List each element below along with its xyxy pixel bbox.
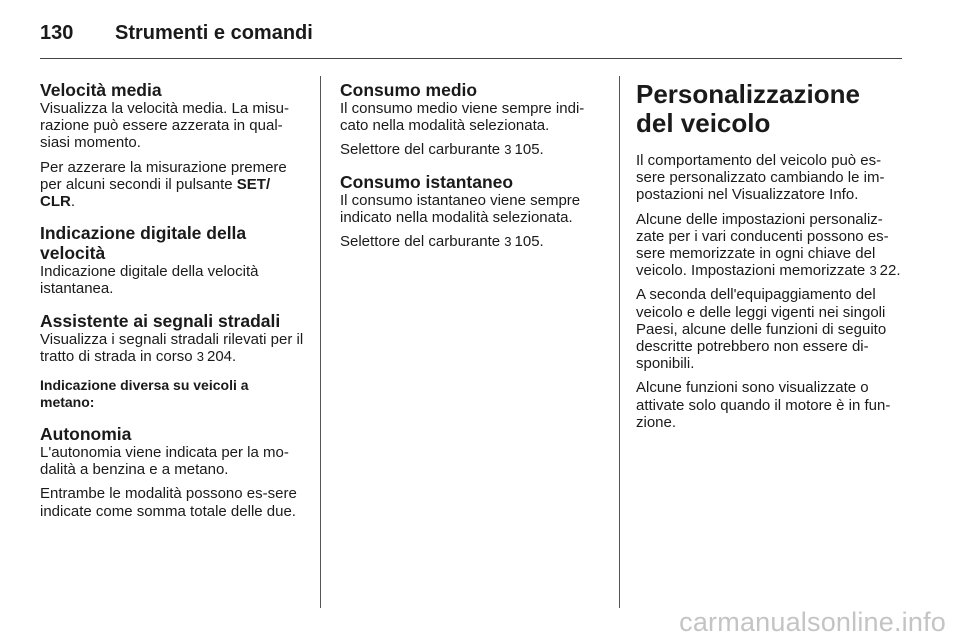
column-2 — [340, 80, 602, 257]
section-title-velocita-media: Velocità media — [40, 80, 162, 100]
paragraph: Entrambe le modalità possono es-sere indicate come somma totale delle due. — [40, 485, 297, 520]
paragraph: Il consumo istantaneo viene sempre indicato nella modalità selezionata. — [340, 191, 581, 226]
section-title-indicazione-digitale: Indicazione digitale della velocità — [40, 223, 247, 264]
page-number: 130 — [40, 22, 74, 44]
paragraph: A seconda dell'equipaggiamento del veicolo e delle leggi vigenti nei singoli Paesi, alcune delle funzioni di seguito descritte potrebbero non essere di-sponibili. — [636, 286, 887, 373]
paragraph — [340, 233, 602, 250]
text: Visualizza i segnali stradali rilevati per il tratto di strada in corso — [40, 330, 304, 365]
paragraph: Alcune funzioni sono visualizzate o attivate solo quando il motore è in fun-zione. — [636, 379, 891, 431]
section-title-autonomia: Autonomia — [40, 424, 132, 445]
watermark: carmanualsonline.info — [679, 607, 946, 637]
column-divider-1 — [320, 76, 321, 608]
page-reference[interactable]: 22. — [879, 262, 901, 280]
text: Alcune delle impostazioni personaliz-zate per i vari conducenti possono es-sere memorizzate in ogni chiave del veicolo. Impostazioni memorizzate — [636, 210, 889, 280]
button-label-set-clr: SET/ CLR — [40, 175, 271, 211]
paragraph: L'autonomia viene indicata per la mo-dalità a benzina e a metano. — [40, 444, 289, 479]
text: Selettore del carburante — [340, 141, 505, 159]
section-title-assistente-segnali: Assistente ai segnali stradali — [40, 310, 281, 331]
paragraph — [340, 141, 602, 158]
page-reference[interactable]: 105. — [514, 233, 544, 251]
header-rule — [40, 58, 902, 59]
paragraph — [40, 159, 304, 211]
page-reference[interactable]: 105. — [514, 141, 544, 159]
page-reference-arrow-icon: 3 — [869, 263, 877, 279]
paragraph: Il comportamento del veicolo può es-sere personalizzato cambiando le im-postazioni nel Visualizzatore Info. — [636, 152, 885, 204]
paragraph: Il consumo medio viene sempre indi-cato nella modalità selezionata. — [340, 100, 585, 135]
subsection-title-metano: Indicazione diversa su veicoli a metano: — [40, 377, 249, 411]
text: Per azzerare la misurazione premere per alcuni secondi il pulsante — [40, 158, 287, 193]
column-3 — [636, 80, 904, 438]
page-reference[interactable]: 204. — [206, 347, 237, 365]
paragraph: Indicazione digitale della velocità istantanea. — [40, 263, 259, 298]
text: . — [70, 193, 75, 211]
paragraph: Visualizza la velocità media. La misu-razione può essere azzerata in qual-siasi momento. — [40, 100, 290, 152]
paragraph — [40, 331, 304, 365]
section-title-consumo-istantaneo: Consumo istantaneo — [340, 171, 514, 192]
column-1 — [40, 80, 304, 527]
section-title-personalizzazione: Personalizzazione del veicolo — [636, 79, 860, 138]
page-reference-arrow-icon: 3 — [504, 234, 512, 250]
section-title-consumo-medio: Consumo medio — [340, 80, 478, 100]
text: Selettore del carburante — [340, 233, 505, 251]
page-reference-arrow-icon: 3 — [196, 348, 204, 364]
column-divider-2 — [619, 76, 620, 608]
paragraph — [636, 211, 904, 280]
page-reference-arrow-icon: 3 — [504, 142, 512, 158]
chapter-title: Strumenti e comandi — [115, 22, 313, 44]
